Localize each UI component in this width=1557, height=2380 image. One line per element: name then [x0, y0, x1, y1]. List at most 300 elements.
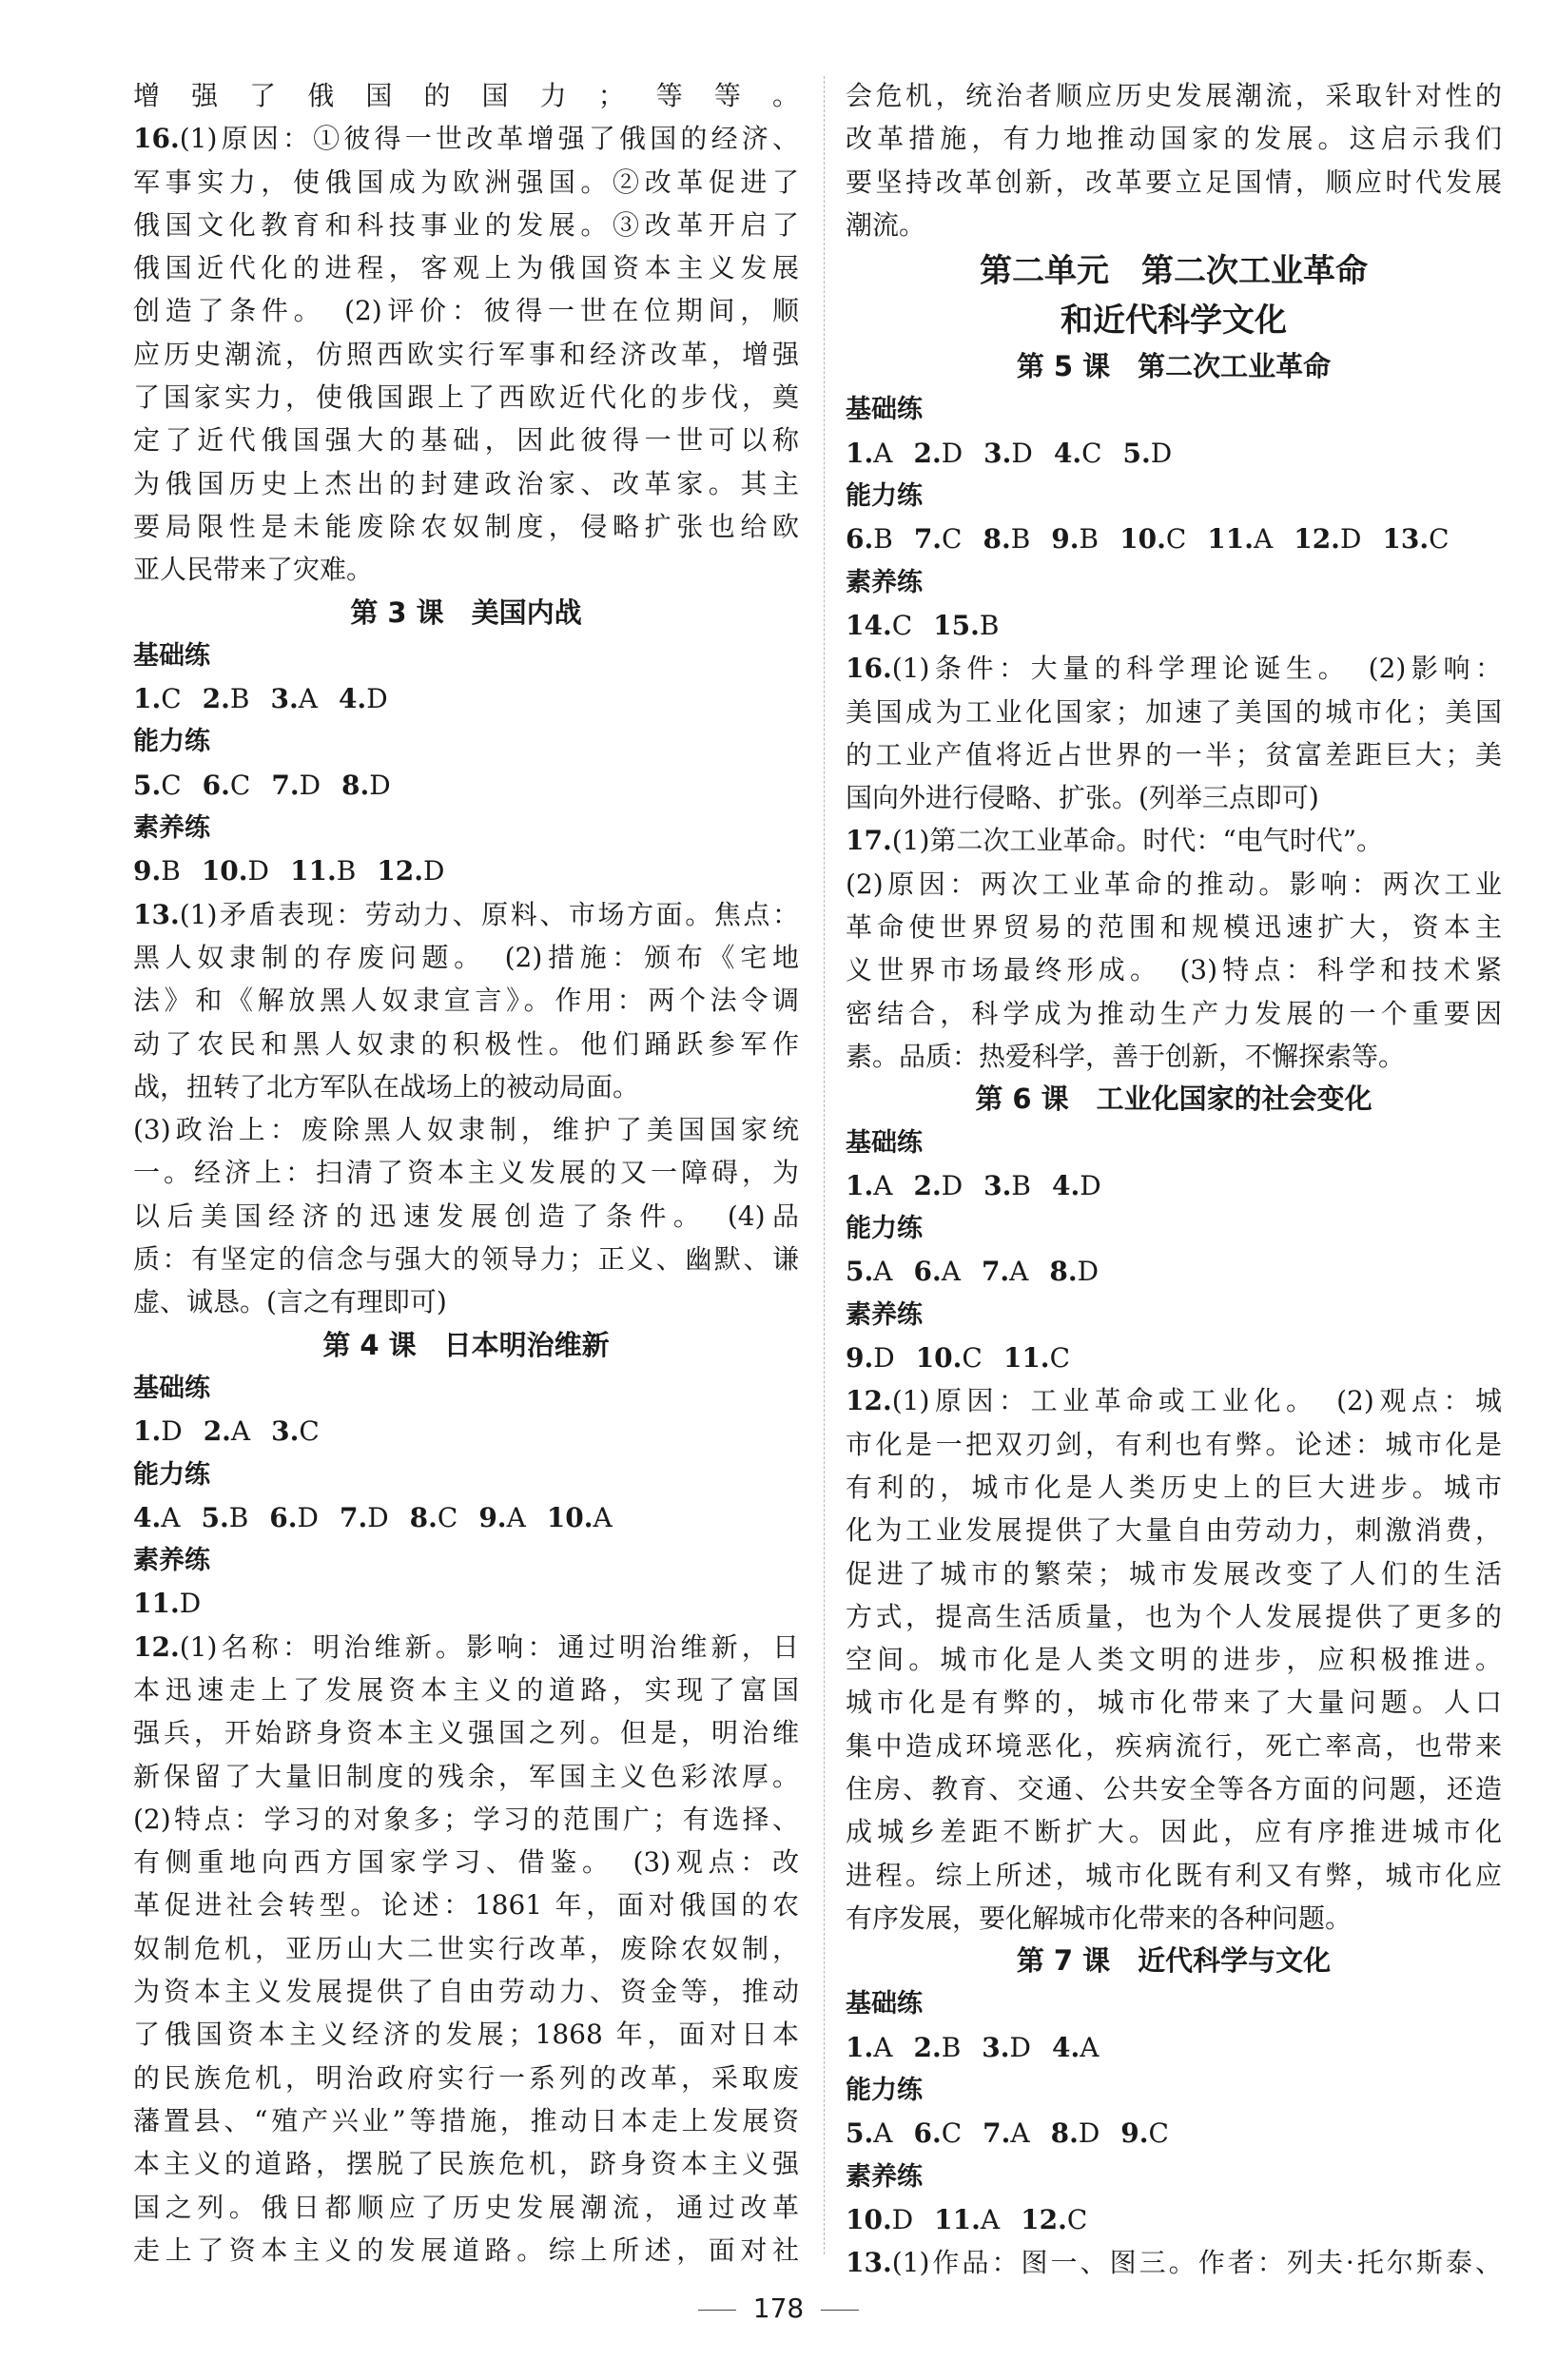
text-line: 黑人奴隶制的存废问题。 (2)措施：颁布《宅地	[133, 941, 799, 973]
answer-row	[846, 517, 1502, 560]
section-label: 能力练	[846, 481, 923, 512]
question-number: 5.	[201, 1501, 229, 1533]
section-label: 能力练	[846, 2076, 923, 2106]
answer-letter: A	[873, 1169, 893, 1201]
answer-letter: D	[941, 437, 963, 469]
answer-item	[933, 610, 999, 641]
answer-item	[1052, 1170, 1101, 1201]
question-number: 1.	[133, 1415, 162, 1448]
text-line: 方式，提高生活质量，也为个人发展提供了更多的	[846, 1600, 1502, 1632]
answer-letter: A	[230, 1415, 251, 1448]
text-line: 应历史潮流，仿照西欧实行军事和经济改革，增强	[133, 338, 799, 370]
answer-letter: A	[1009, 1256, 1029, 1288]
answer-item	[133, 855, 181, 887]
answer-letter: C	[299, 1415, 320, 1448]
answer-item	[846, 1342, 895, 1374]
question-number: 11.	[133, 1588, 180, 1620]
question-number: 3.	[983, 437, 1012, 469]
text-line: 本主义的道路，摆脱了民族危机，跻身资本主义强	[133, 2148, 799, 2180]
answer-letter: C	[1081, 437, 1102, 469]
answer-item	[271, 770, 321, 801]
answer-item	[934, 2204, 1000, 2235]
answer-row	[846, 1336, 1502, 1379]
answer-item	[290, 855, 356, 887]
question-number: 3.	[983, 1169, 1012, 1201]
answer-item	[846, 610, 912, 641]
answer-row	[846, 2112, 1502, 2155]
question-answer-line	[846, 1379, 1502, 1422]
question-number: 6.	[269, 1501, 298, 1533]
answer-letter: B	[1011, 1169, 1031, 1201]
question-number: 12.	[846, 1385, 892, 1417]
answer-item	[982, 1256, 1028, 1287]
answer-letter: A	[873, 2031, 893, 2063]
footer-dash-right	[821, 2310, 859, 2311]
answer-item	[846, 2117, 892, 2149]
answer-item	[913, 2032, 961, 2063]
text-line: 奴制危机，亚历山大二世实行改革，废除农奴制，	[133, 1932, 799, 1964]
lesson-heading: 第 4 课 日本明治维新	[322, 1328, 610, 1361]
question-number: 4.	[338, 683, 367, 715]
answer-item	[1049, 1256, 1099, 1287]
answer-letter: C	[1148, 2117, 1169, 2150]
answer-text: (1)原因：工业革命或工业化。 (2)观点：城	[891, 1385, 1502, 1417]
text-line: 有利的，城市化是人类历史上的巨大进步。城市	[846, 1471, 1502, 1503]
answer-item	[269, 1502, 319, 1533]
answer-row	[133, 1496, 799, 1539]
answer-row	[133, 849, 799, 892]
answer-item	[1294, 523, 1361, 555]
answer-item	[913, 2117, 962, 2149]
question-number: 8.	[983, 523, 1011, 556]
question-number: 2.	[913, 2031, 942, 2063]
answer-letter: D	[299, 769, 321, 801]
question-answer-line	[133, 117, 799, 160]
question-number: 4.	[133, 1501, 162, 1533]
answer-item	[201, 1502, 248, 1533]
question-number: 6.	[913, 2117, 942, 2150]
section-label: 能力练	[846, 1214, 923, 1244]
answer-item	[341, 770, 391, 801]
text-line: 国之列。俄日都顺应了历史发展潮流，通过改革	[133, 2191, 799, 2223]
answer-letter: C	[437, 1501, 458, 1533]
text-line: 促进了城市的繁荣；城市发展改变了人们的生活	[846, 1557, 1502, 1590]
answer-row	[133, 764, 799, 807]
question-number: 12.	[1021, 2203, 1067, 2235]
text-line: (2)特点：学习的对象多；学习的范围广；有选择、	[133, 1803, 799, 1835]
answer-row	[846, 604, 1502, 647]
page-number: 178	[752, 2292, 805, 2324]
answer-item	[1119, 523, 1186, 555]
unit-heading: 第二单元 第二次工业革命	[980, 252, 1368, 291]
answer-item	[339, 683, 388, 714]
question-number: 8.	[409, 1501, 438, 1533]
question-number: 6.	[846, 523, 874, 556]
answer-item	[1123, 438, 1173, 469]
question-number: 12.	[133, 1630, 180, 1663]
text-line: 的民族危机，明治政府实行一系列的改革，采取废	[133, 2061, 799, 2094]
text-line: 要局限性是未能废除农奴制度，侵略扩张也给欧	[133, 510, 799, 542]
question-number: 8.	[1050, 2117, 1079, 2150]
text-line: 走上了资本主义的发展道路。综上所述，面对社	[133, 2234, 799, 2266]
question-number: 3.	[271, 1415, 300, 1448]
answer-item	[271, 1415, 320, 1447]
answer-letter: C	[229, 769, 251, 801]
section-label: 素养练	[846, 1299, 923, 1330]
section-label: 能力练	[133, 1459, 210, 1490]
text-line: 俄国文化教育和科技事业的发展。③改革开启了	[133, 208, 799, 241]
question-number: 1.	[133, 683, 162, 715]
question-number: 2.	[202, 683, 230, 715]
answer-letter: D	[247, 855, 269, 888]
answer-item	[204, 1415, 250, 1447]
lesson-heading: 第 3 课 美国内战	[350, 595, 582, 629]
text-line: 进程。综上所述，城市化既有利又有弊，城市化应	[846, 1859, 1502, 1891]
question-number: 16.	[133, 123, 180, 155]
text-line: 战，扭转了北方军队在战场上的被动局面。	[133, 1070, 640, 1102]
answer-row	[846, 432, 1502, 475]
answer-letter: D	[1150, 437, 1173, 469]
question-number: 1.	[846, 1169, 874, 1201]
section-label: 素养练	[846, 567, 923, 597]
section-label: 素养练	[846, 2161, 923, 2192]
answer-item	[133, 1502, 180, 1533]
section-label: 基础练	[133, 640, 210, 671]
text-line: (2)原因：两次工业革命的推动。影响：两次工业	[846, 868, 1502, 900]
text-line: 虚、诚恳。(言之有理即可)	[133, 1286, 447, 1318]
question-number: 13.	[1382, 523, 1430, 556]
answer-letter: C	[161, 683, 182, 715]
text-line: 定了近代俄国强大的基础，因此彼得一世可以称	[133, 424, 799, 457]
question-number: 10.	[201, 855, 248, 888]
text-line: 法》和《解放黑人奴隶宣言》。作用：两个法令调	[133, 985, 799, 1017]
question-number: 3.	[270, 683, 299, 715]
text-line: 以后美国经济的迅速发展创造了条件。 (4)品	[133, 1200, 799, 1232]
section-label: 能力练	[133, 727, 210, 757]
text-line: 有侧重地向西方国家学习、借鉴。 (3)观点：改	[133, 1846, 799, 1879]
answer-item	[202, 855, 269, 887]
text-line: 为资本主义发展提供了自由劳动力、资金等，推动	[133, 1976, 799, 2008]
question-number: 10.	[1119, 523, 1166, 556]
section-label: 基础练	[846, 1989, 923, 2019]
answer-item	[547, 1502, 613, 1533]
lesson-heading: 第 5 课 第二次工业革命	[1016, 350, 1332, 383]
answer-letter: B	[979, 609, 1000, 641]
answer-letter: D	[179, 1588, 202, 1620]
question-number: 5.	[846, 2117, 874, 2150]
answer-text: (1)第二次工业革命。时代：“电气时代”。	[891, 825, 1384, 857]
question-answer-line	[846, 647, 1502, 690]
answer-item	[914, 523, 963, 555]
question-number: 7.	[271, 769, 300, 801]
answer-text: (1)矛盾表现：劳动力、原料、市场方面。焦点：	[179, 898, 799, 930]
answer-text: (1)条件：大量的科学理论诞生。 (2)影响：	[891, 653, 1502, 685]
answer-row	[133, 677, 799, 720]
answer-item	[1054, 438, 1102, 469]
question-number: 16.	[846, 653, 892, 685]
question-number: 8.	[341, 769, 370, 801]
answer-item	[983, 438, 1033, 469]
column-divider	[824, 76, 826, 2254]
answer-letter: D	[941, 1169, 963, 1201]
unit-heading: 和近代科学文化	[1061, 302, 1287, 341]
text-line: 化为工业发展提供了大量自由劳动力，刺激消费，	[846, 1514, 1502, 1547]
answer-letter: B	[1010, 523, 1031, 556]
question-number: 17.	[846, 825, 892, 857]
answer-letter: D	[1080, 1169, 1101, 1201]
answer-item	[478, 1502, 525, 1533]
answer-letter: A	[1080, 2031, 1100, 2063]
answer-item	[133, 1415, 183, 1447]
text-line: 市化是一把双刃剑，有利也有弊。论述：城市化是	[846, 1428, 1502, 1460]
question-number: 4.	[1053, 437, 1082, 469]
answer-letter: B	[336, 855, 357, 888]
answer-item	[846, 523, 893, 555]
right-column	[846, 74, 1502, 2285]
answer-letter: A	[873, 1256, 893, 1288]
answer-letter: C	[941, 2117, 963, 2150]
answer-letter: A	[506, 1501, 526, 1533]
answer-row	[846, 2198, 1502, 2241]
text-line: 住房、教育、交通、公共安全等各方面的问题，还造	[846, 1772, 1502, 1805]
answer-letter: D	[423, 855, 445, 888]
text-line: 亚人民带来了灾难。	[133, 554, 374, 586]
question-number: 9.	[1120, 2117, 1149, 2150]
answer-item	[983, 2117, 1029, 2149]
question-number: 9.	[133, 855, 162, 888]
answer-row	[846, 1164, 1502, 1207]
answer-text: (1)原因：①彼得一世改革增强了俄国的经济、	[179, 123, 799, 155]
question-number: 9.	[1051, 523, 1080, 556]
question-answer-line	[846, 819, 1502, 862]
answer-item	[377, 855, 444, 887]
text-line: 本迅速走上了发展资本主义的道路，实现了富国	[133, 1673, 799, 1706]
text-line: 会危机，统治者顺应历史发展潮流，采取针对性的	[846, 80, 1502, 111]
answer-item	[1382, 523, 1449, 555]
question-number: 10.	[846, 2203, 892, 2235]
question-number: 9.	[478, 1501, 507, 1533]
question-number: 5.	[1122, 437, 1151, 469]
text-line: 新保留了大量旧制度的残余，军国主义色彩浓厚。	[133, 1760, 799, 1792]
answer-item	[846, 1256, 892, 1287]
answer-item	[1051, 523, 1099, 555]
lesson-heading: 第 6 课 工业化国家的社会变化	[975, 1083, 1372, 1116]
text-line: (3)政治上：废除黑人奴隶制，维护了美国国家统	[133, 1114, 799, 1146]
text-line: 密结合，科学成为推动生产力发展的一个重要因	[846, 997, 1502, 1029]
answer-item	[203, 683, 250, 714]
answer-letter: D	[1009, 2031, 1031, 2063]
text-line: 了国家实力，使俄国跟上了西欧近代化的步伐，奠	[133, 381, 799, 414]
answer-item	[1021, 2204, 1087, 2235]
footer-dash-left	[698, 2310, 736, 2311]
answer-letter: C	[942, 523, 963, 556]
text-line: 空间。城市化是人类文明的进步，应积极推进。	[846, 1644, 1502, 1676]
answer-item	[1207, 523, 1273, 555]
answer-item	[270, 683, 317, 714]
answer-letter: D	[891, 2203, 914, 2235]
text-line: 为俄国历史上杰出的封建政治家、改革家。其主	[133, 467, 799, 499]
text-line: 增强了俄国的国力；等等。	[133, 80, 799, 111]
question-number: 9.	[846, 1342, 874, 1375]
text-line: 改革措施，有力地推动国家的发展。这启示我们	[846, 123, 1502, 155]
answer-letter: A	[593, 1501, 613, 1533]
answer-item	[1052, 2032, 1099, 2063]
question-number: 10.	[915, 1342, 963, 1375]
answer-letter: A	[1253, 523, 1274, 556]
answer-letter: C	[161, 769, 182, 801]
question-number: 2.	[203, 1415, 231, 1448]
answer-item	[983, 523, 1030, 555]
question-answer-line	[846, 2241, 1502, 2284]
question-number: 15.	[933, 609, 980, 641]
answer-letter: A	[298, 683, 318, 715]
question-number: 11.	[934, 2203, 981, 2235]
answer-letter: D	[366, 683, 388, 715]
question-number: 8.	[1049, 1256, 1078, 1288]
answer-letter: B	[229, 683, 250, 715]
question-number: 7.	[983, 2117, 1011, 2150]
answer-item	[846, 1170, 892, 1201]
answer-item	[913, 1170, 963, 1201]
question-number: 6.	[202, 769, 230, 801]
answer-item	[203, 770, 251, 801]
question-number: 11.	[289, 855, 337, 888]
answer-letter: C	[1066, 2203, 1088, 2235]
answer-row	[846, 2026, 1502, 2069]
question-number: 3.	[982, 2031, 1010, 2063]
question-number: 7.	[981, 1256, 1010, 1288]
page-footer	[0, 2292, 1557, 2324]
question-number: 11.	[1207, 523, 1254, 556]
text-line: 革命使世界贸易的范围和规模迅速扩大，资本主	[846, 911, 1502, 944]
question-answer-line	[133, 1626, 799, 1668]
text-line: 了俄国资本主义经济的发展；1868 年，面对日本	[133, 2019, 799, 2051]
text-line: 俄国近代化的进程，客观上为俄国资本主义发展	[133, 252, 799, 284]
answer-letter: A	[161, 1501, 181, 1533]
question-number: 1.	[846, 437, 874, 469]
question-number: 5.	[846, 1256, 874, 1288]
answer-letter: C	[1049, 1342, 1070, 1375]
answer-letter: A	[873, 437, 893, 469]
answer-letter: D	[873, 1342, 895, 1375]
text-line: 潮流。	[846, 208, 926, 241]
question-number: 5.	[133, 769, 162, 801]
answer-item	[846, 2204, 913, 2235]
answer-letter: D	[297, 1501, 319, 1533]
text-line: 质：有坚定的信念与强大的领导力；正义、幽默、谦	[133, 1243, 799, 1276]
left-column	[133, 74, 799, 2272]
answer-letter: D	[1011, 437, 1033, 469]
section-label: 基础练	[846, 1127, 923, 1158]
answer-letter: C	[962, 1342, 983, 1375]
answer-letter: D	[367, 1501, 389, 1533]
answer-letter: A	[873, 2117, 893, 2150]
text-line: 城市化是有弊的，城市化带来了大量问题。人口	[846, 1687, 1502, 1719]
answer-letter: B	[228, 1501, 249, 1533]
question-number: 11.	[1002, 1342, 1050, 1375]
answer-row	[133, 1582, 799, 1625]
answer-letter: C	[891, 609, 913, 641]
text-line: 动了农民和黑人奴隶的积极性。他们踊跃参军作	[133, 1027, 799, 1060]
answer-item	[133, 683, 182, 714]
answer-item	[133, 1588, 201, 1619]
answer-letter: D	[1077, 1256, 1100, 1288]
text-line: 集中造成环境恶化，疾病流行，死亡率高，也带来	[846, 1729, 1502, 1762]
text-line: 素。品质：热爱科学，善于创新，不懈探索等。	[846, 1040, 1406, 1072]
text-line: 强兵，开始跻身资本主义强国之列。但是，明治维	[133, 1717, 799, 1749]
answer-letter: D	[1078, 2117, 1100, 2150]
text-line: 成城乡差距不断扩大。因此，应有序推进城市化	[846, 1816, 1502, 1848]
question-answer-line	[133, 893, 799, 936]
text-line: 美国成为工业化国家；加速了美国的城市化；美国	[846, 695, 1502, 728]
answer-row	[846, 1250, 1502, 1293]
question-number: 1.	[846, 2031, 874, 2063]
question-number: 6.	[913, 1256, 942, 1288]
text-line: 要坚持改革创新，改革要立足国情，顺应时代发展	[846, 166, 1502, 198]
answer-letter: D	[369, 769, 391, 801]
text-line: 藩置县、“殖产兴业”等措施，推动日本走上发展资	[133, 2104, 799, 2136]
answer-item	[913, 1256, 960, 1287]
text-line: 义世界市场最终形成。 (3)特点：科学和技术紧	[846, 954, 1502, 986]
text-line: 有序发展，要化解城市化带来的各种问题。	[846, 1902, 1353, 1934]
answer-item	[133, 770, 182, 801]
answer-text: (1)作品：图一、图三。作者：列夫·托尔斯泰、	[891, 2247, 1502, 2279]
question-number: 12.	[1294, 523, 1340, 556]
question-number: 7.	[339, 1501, 368, 1533]
answer-item	[846, 438, 892, 469]
answer-letter: D	[161, 1415, 183, 1448]
answer-letter: C	[1429, 523, 1450, 556]
question-number: 13.	[846, 2247, 892, 2279]
question-number: 12.	[377, 855, 423, 888]
answer-letter: A	[980, 2203, 1001, 2235]
text-line: 国向外进行侵略、扩张。(列举三点即可)	[846, 782, 1319, 814]
answer-letter: D	[1339, 523, 1362, 556]
answer-item	[913, 438, 963, 469]
text-line: 一。经济上：扫清了资本主义发展的又一障碍，为	[133, 1157, 799, 1189]
answer-item	[340, 1502, 389, 1533]
section-label: 基础练	[846, 395, 923, 425]
question-number: 14.	[846, 609, 892, 641]
section-label: 基础练	[133, 1373, 210, 1403]
answer-item	[982, 2032, 1031, 2063]
answer-text: (1)名称：明治维新。影响：通过明治维新，日	[179, 1630, 799, 1663]
answer-letter: A	[1010, 2117, 1030, 2150]
answer-row	[133, 1410, 799, 1453]
answer-item	[410, 1502, 458, 1533]
question-number: 2.	[913, 437, 942, 469]
answer-item	[983, 1170, 1031, 1201]
question-number: 10.	[546, 1501, 594, 1533]
answer-letter: C	[1165, 523, 1187, 556]
question-number: 4.	[1051, 2031, 1080, 2063]
answer-letter: B	[1079, 523, 1100, 556]
question-number: 7.	[913, 523, 943, 556]
answer-letter: B	[873, 523, 893, 556]
text-line: 的工业产值将近占世界的一半；贫富差距巨大；美	[846, 738, 1502, 771]
question-number: 4.	[1051, 1169, 1080, 1201]
answer-item	[1051, 2117, 1100, 2149]
question-number: 2.	[913, 1169, 942, 1201]
answer-letter: B	[941, 2031, 962, 2063]
answer-item	[916, 1342, 983, 1374]
answer-letter: A	[941, 1256, 961, 1288]
answer-item	[1003, 1342, 1070, 1374]
lesson-heading: 第 7 课 近代科学与文化	[1016, 1944, 1332, 1978]
section-label: 素养练	[133, 1546, 210, 1576]
answer-letter: B	[161, 855, 181, 888]
answer-item	[846, 2032, 892, 2063]
